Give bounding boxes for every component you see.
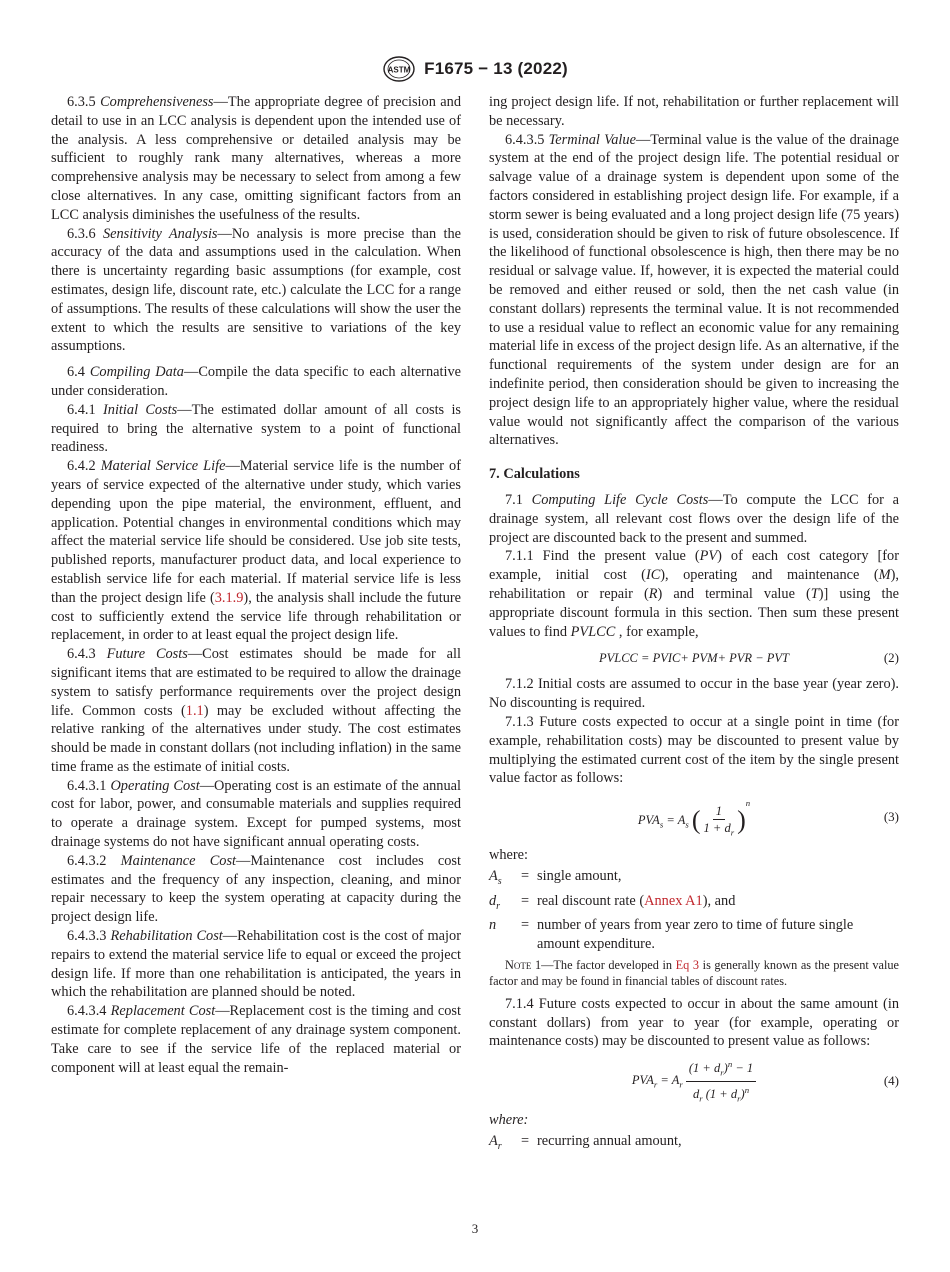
svg-text:ASTM: ASTM (387, 65, 411, 75)
right-column (489, 93, 899, 1157)
paragraph-7-1: 7.1 Computing Life Cycle Costs—To compute the LCC for a drainage system, all relevant cost flows over the design life of the project are discounted back to the present and summed. (489, 491, 899, 546)
paragraph-6-4-3-4: 6.4.3.4 Replacement Cost—Replacement cost is the timing and cost estimate for complete replacement of any drainage system component. Take care to see if the service life of the replaced material or component will at least equal the remain- (51, 1003, 461, 1076)
paragraph-6-4: 6.4 Compiling Data—Compile the data specific to each alternative under consideration. (51, 364, 462, 399)
paragraph-continuation: ing project design life. If not, rehabilitation or further replacement will be necessary. (489, 94, 899, 129)
page-header (0, 54, 950, 84)
paragraph-6-3-6: 6.3.6 Sensitivity Analysis—No analysis is more precise than the accuracy of the data and assumptions used in the calculation. When there is uncertainty regarding basic assumptions (for example, cost estimates, design life, discount rate, etc.) calculate the LCC for a range of assumptions. The results of these calculations will show the user the extent to which the results are sensitive to variations of the key assumptions. (51, 225, 461, 355)
ref-link-1-1[interactable]: 1.1 (185, 702, 204, 719)
equation-4-number: (4) (883, 1072, 899, 1088)
page-number: 3 (471, 1221, 479, 1236)
paragraph-7-1-3: 7.1.3 Future costs expected to occur at a single point in time (for example, rehabilitation costs) may be discounted to present value by multiplying the estimated current cost of the item by the single present value factor as follows: (489, 713, 899, 787)
definition-Ar: $A_r$ = recurring annual amount, (489, 1132, 682, 1152)
equation-3 (489, 792, 899, 842)
astm-logo-icon (382, 56, 416, 82)
paragraph-6-3-5: 6.3.5 Comprehensiveness—The appropriate degree of precision and detail to use in an LCC analysis is dependent upon the intended use of the analysis. A less comprehensive or detailed analysis may be sufficient to roughly rank many alternatives, whereas a more comprehensive analysis may be necessary to select from among a few close alternatives. In any case, omitting significant factors from an LCC analysis diminishes the usefulness of the results. (51, 94, 461, 223)
document-id: F1675 − 13 (2022) (424, 59, 568, 78)
ref-link-eq-3[interactable]: Eq 3 (675, 957, 700, 972)
paragraph-7-1-4: 7.1.4 Future costs expected to occur in about the same amount (in constant dollars) from year to year (for example, operating or maintenance costs) may be discounted to present value as follows: (489, 995, 899, 1050)
paragraph-6-4-1: 6.4.1 Initial Costs—The estimated dollar amount of all costs is required to bring the alternative system to a point of functional readiness. (51, 401, 462, 456)
definition-As: $A_s$ = single amount, (489, 867, 622, 887)
paragraph-6-4-3: 6.4.3 Future Costs—Cost estimates should be made for all significant items that are estimated to be required to allow the drainage system to satisfy performance requirements over the project design life. Common costs (1.1) may be excluded without affecting the relative ranking of the alternatives under study. The cost estimates should be made in constant dollars (not including inflation) in the same time frame as the estimate of initial costs. (51, 646, 461, 775)
paragraph-6-4-2: 6.4.2 Material Service Life—Material service life is the number of years of service expected of the alternative under study, which varies depending upon the pipe material, the environment, effluent, and application. Potential changes in environmental conditions which may affect the material service life should be considered. Use job site tests, published reports, manufacturer product data, and local experience to establish service life for each material. If material service life is less than the project design life (3.1.9), the analysis shall include the future cost to sufficiently extend the service life through rehabilitation or replacement, in order to at least equal the project design life. (51, 458, 462, 644)
where-label-1: where: (489, 847, 529, 864)
note-1: Note 1—The factor developed in Eq 3 is generally known as the present value factor and may be found in financial tables of discount rates. (489, 957, 899, 988)
paragraph-6-4-3-2: 6.4.3.2 Maintenance Cost—Maintenance cost includes cost estimates and the frequency of any inspection, cleaning, and minor repair necessary to keep the system operating at capacity during the project design life. (51, 852, 461, 926)
equation-2-number: (2) (883, 649, 899, 665)
paragraph-7-1-1: 7.1.1 Find the present value (PV) of each cost category [for example, initial cost (IC), operating and maintenance (M), rehabilitation or repair (R) and terminal value (T)] using the appropriate discount formula in this section. Then sum these present values to find PVLCC , for example, (489, 548, 899, 640)
where-label-2: where: (489, 1112, 529, 1129)
definition-n: n = number of years from year zero to time of future single amount expenditure. (489, 917, 854, 952)
definition-dr: $d_r$ = real discount rate (Annex A1), and (489, 892, 736, 912)
left-column (51, 93, 461, 1077)
equation-4-body: $PVA_r = A_r$ $\frac{(1 + d_r)^n - 1}{d_r (1 + d_r)^n}$ (489, 1056, 859, 1106)
equation-3-number: (3) (883, 808, 899, 824)
ref-link-annex-a1[interactable]: Annex A1 (644, 892, 703, 909)
equation-2 (489, 645, 899, 671)
paragraph-6-4-3-5: 6.4.3.5 Terminal Value—Terminal value is the value of the drainage system at the end of the project design life. The potential residual or salvage value of a drainage system is dependent upon some of the factors considered in establishing project design life. For example, if a storm sewer is being evaluated and a long project design life (75 years) is used, consideration should be given to risk of future obsolescence. If the likelihood of functional obsolescence is high, then there may be no residual or salvage value. If, however, it is expected the material could be removed and either reused or sold, then the net cash value (in constant dollars) represents the terminal value. It is not recommended to use a residual value to reflect an economic value for any remaining material life in excess of the project design life. As an alternative, if the functional requirements of the system under design are for an indefinite period, then consideration should be given to increasing the project design life to an appropriately higher value, where the residual value would not significantly affect the comparison of the various alternatives. (489, 131, 900, 449)
equation-2-body: PVLCC = PVIC+ PVM+ PVR − PVT (599, 650, 789, 665)
ref-link-3-1-9[interactable]: 3.1.9 (214, 589, 244, 606)
paragraph-6-4-3-1: 6.4.3.1 Operating Cost—Operating cost is an estimate of the annual cost for labor, power, and consumable materials and supplies required to operate a drainage system. Except for pumped systems, most drainage systems do not have significant annual operating costs. (51, 777, 461, 851)
equation-3-body: $PVA_s = A_s$ ( $\frac{1}{1 + d_r}$ )$^n$ (637, 798, 751, 838)
equation-4 (489, 1055, 899, 1107)
section-heading-calculations: 7. Calculations (489, 466, 580, 483)
paragraph-6-4-3-3: 6.4.3.3 Rehabilitation Cost—Rehabilitation cost is the cost of major repairs to extend the material service life to equal or exceed the project design life. If more than one rehabilitation is anticipated, the years in which the rehabilitation are planned should be noted. (51, 928, 461, 1001)
paragraph-7-1-2: 7.1.2 Initial costs are assumed to occur in the base year (year zero). No discounting is required. (489, 676, 899, 712)
